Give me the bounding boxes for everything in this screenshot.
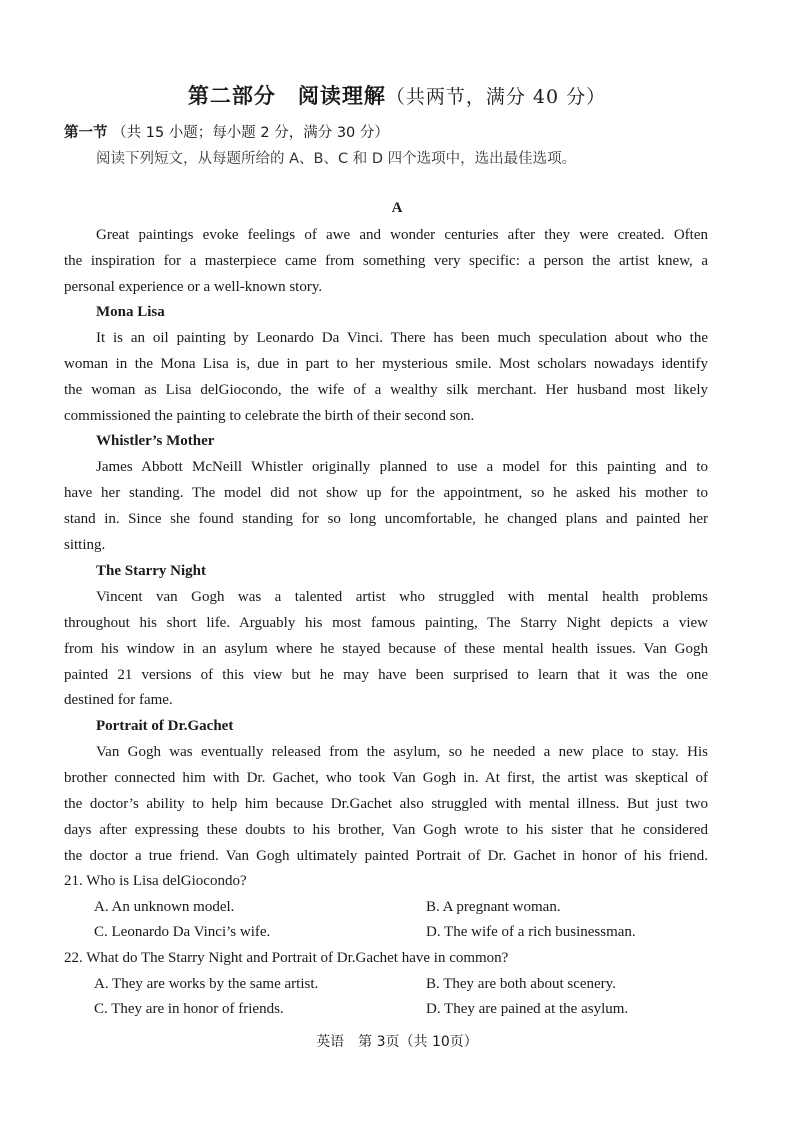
answer-option[interactable]: A. An unknown model.: [94, 899, 235, 915]
paragraph-line: woman in the Mona Lisa is, due in part to her mysterious smile. Most scholars nowadays identify: [64, 356, 708, 372]
section-heading-starry-night: The Starry Night: [96, 563, 206, 579]
paragraph-line: brother connected him with Dr. Gachet, who took Van Gogh in. At first, the artist was skeptical of: [64, 770, 708, 786]
instructions: 阅读下列短文，从每题所给的 A、B、C 和 D 四个选项中，选出最佳选项。: [96, 151, 577, 167]
title-main: 第二部分 阅读理解: [187, 83, 386, 108]
paragraph-line: throughout his short life. Arguably his most famous painting, The Starry Night depicts a view: [64, 615, 708, 631]
paragraph-line: have her standing. The model did not show up for the appointment, so he asked his mother to: [64, 485, 708, 501]
section-heading: [64, 121, 389, 142]
paragraph-line: days after expressing these doubts to his brother, Van Gogh wrote to his sister that he considered: [64, 822, 708, 838]
paragraph-line: Van Gogh was eventually released from the asylum, so he needed a new place to stay. His: [96, 744, 708, 760]
question-stem: 22. What do The Starry Night and Portrait of Dr.Gachet have in common?: [64, 950, 509, 966]
answer-option[interactable]: C. They are in honor of friends.: [94, 1001, 284, 1017]
paragraph-line: the woman as Lisa delGiocondo, the wife of a wealthy silk merchant. Her husband most likely: [64, 382, 708, 398]
paragraph-line: sitting.: [64, 537, 106, 553]
page-title: [0, 80, 794, 110]
title-sub: （共两节，满分 40 分）: [385, 86, 607, 108]
passage-label: A: [391, 200, 403, 216]
page-footer: 英语 第 3页（共 10页）: [316, 1034, 478, 1050]
question-stem: 21. Who is Lisa delGiocondo?: [64, 873, 247, 889]
intro-line: the inspiration for a masterpiece came from something very specific: a person the artist knew, a: [64, 253, 708, 269]
section-sub: （共 15 小题；每小题 2 分，满分 30 分）: [112, 125, 389, 141]
paragraph-line: It is an oil painting by Leonardo Da Vinci. There has been much speculation about who the: [96, 330, 708, 346]
paragraph-line: stand in. Since she found standing for so long uncomfortable, he changed plans and painted her: [64, 511, 708, 527]
paragraph-line: from his window in an asylum where he stayed because of these mental health issues. Van Gogh: [64, 641, 708, 657]
paragraph-line: Vincent van Gogh was a talented artist who struggled with mental health problems: [96, 589, 708, 605]
answer-option[interactable]: A. They are works by the same artist.: [94, 976, 319, 992]
paragraph-line: destined for fame.: [64, 692, 173, 708]
paragraph-line: James Abbott McNeill Whistler originally planned to use a model for this painting and to: [96, 459, 708, 475]
intro-line: Great paintings evoke feelings of awe and wonder centuries after they were created. Often: [96, 227, 708, 243]
intro-line: personal experience or a well-known story.: [64, 279, 323, 295]
answer-option[interactable]: B. A pregnant woman.: [426, 899, 561, 915]
paragraph-line: the doctor a true friend. Van Gogh ultimately painted Portrait of Dr. Gachet in honor of his friend.: [64, 848, 708, 864]
section-label: 第一节: [64, 125, 108, 141]
paragraph-line: the doctor’s ability to help him because Dr.Gachet also struggled with mental illness. But just two: [64, 796, 708, 812]
answer-option[interactable]: C. Leonardo Da Vinci’s wife.: [94, 924, 271, 940]
section-heading-mona-lisa: Mona Lisa: [96, 304, 165, 320]
paragraph-line: commissioned the painting to celebrate the birth of their second son.: [64, 408, 475, 424]
section-heading-whistlers-mother: Whistler’s Mother: [96, 433, 215, 449]
answer-option[interactable]: B. They are both about scenery.: [426, 976, 616, 992]
answer-option[interactable]: D. They are pained at the asylum.: [426, 1001, 629, 1017]
answer-option[interactable]: D. The wife of a rich businessman.: [426, 924, 636, 940]
section-heading-portrait-dr-gachet: Portrait of Dr.Gachet: [96, 718, 234, 734]
paragraph-line: painted 21 versions of this view but he may have been surprised to learn that it was the one: [64, 667, 708, 683]
